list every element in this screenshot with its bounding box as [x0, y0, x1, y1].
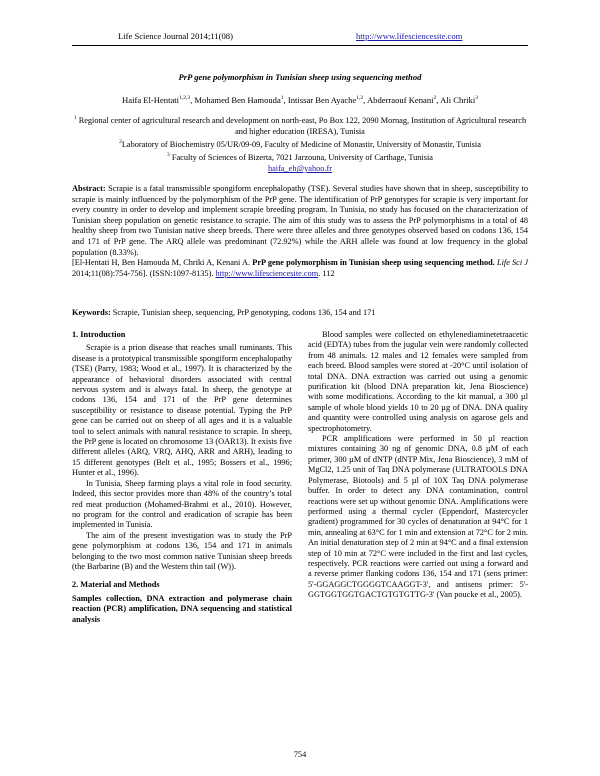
- paragraph: In Tunisia, Sheep farming plays a vital role in food security. Indeed, this sector provides more than 48% of the country’s total red meat production (Mohamed-Brahmi et al., 2010). However, no program for the control and eradication of scrapie has been implemented in Tunisia.: [72, 478, 292, 530]
- affiliation-text: Faculty of Sciences of Bizerta, 7021 Jarzouna, University of Carthage, Tunisia: [171, 152, 433, 162]
- affiliations: [72, 113, 528, 174]
- author-affiliation-mark: 1,2: [356, 95, 364, 102]
- abstract: [72, 184, 528, 279]
- keywords-label: Keywords:: [72, 308, 111, 317]
- author-affiliation-mark: 3: [475, 95, 478, 102]
- citation-authors: [El-Hentati H, Ben Hamouda M, Chriki A, Kenani A.: [72, 258, 251, 268]
- paragraph: The aim of the present investigation was to study the PrP gene polymorphism at codons 136, 154 and 171 in animals belonging to the two most common native Tunisian sheep breeds (the Barbarine (B) and the Western thin tail (W)).: [72, 530, 292, 571]
- author-affiliation-mark: 1,2,3: [179, 95, 191, 102]
- email-line: [72, 163, 528, 174]
- affiliation-mark: 2: [119, 139, 122, 146]
- author-name: Mohamed Ben Hamouda: [194, 95, 281, 105]
- abstract-label: Abstract:: [72, 184, 106, 193]
- citation-page: . 112: [318, 268, 335, 278]
- author-affiliation-mark: 1: [280, 95, 284, 102]
- keywords-text: Scrapie, Tunisian sheep, sequencing, PrP genotyping, codons 136, 154 and 171: [112, 308, 376, 317]
- left-column: [72, 330, 292, 625]
- right-column: [308, 330, 528, 601]
- affiliation: [72, 137, 528, 150]
- affiliation-mark: 3: [167, 152, 170, 159]
- author-affiliation-mark: 2: [433, 95, 437, 102]
- paper-title: PrP gene polymorphism in Tunisian sheep using sequencing method: [178, 72, 422, 82]
- citation-url-link[interactable]: http://www.lifesciencesite.com: [215, 268, 319, 278]
- author-name: Haifa El-Hentati: [122, 95, 180, 105]
- citation-title: PrP gene polymorphism in Tunisian sheep using sequencing method.: [252, 258, 495, 268]
- citation-journal: Life Sci J: [496, 258, 529, 268]
- author-email-link[interactable]: haifa_eh@yahoo.fr: [267, 164, 333, 174]
- keywords: [72, 308, 528, 317]
- journal-url-link[interactable]: http://www.lifesciencesite.com: [356, 31, 463, 41]
- section-heading-methods: 2. Material and Methods: [72, 580, 160, 590]
- author-name: Ali Chriki: [440, 95, 476, 105]
- author-name: Abderraouf Kenani: [366, 95, 434, 105]
- subsection-heading: Samples collection, DNA extraction and polymerase chain reaction (PCR) amplification, DNA sequencing and statistical analysis: [72, 593, 292, 624]
- running-header: [72, 31, 528, 44]
- abstract-text: Scrapie is a fatal transmissible spongiform encephalopathy (TSE). Several studies have shown that in sheep, susceptibility to scrapie is mainly influenced by the polymorphism of the PrP gene. The identification of PrP genotypes for scrapie is very important for every country in order to develop and implement scrapie breeding program. In Tunisia, no study has focused on the characterization of Tunisian sheep population on genetic resistance to scrapie. The aim of this study was to assess the PrP polymorphisms in a total of 48 healthy sheep from two Tunisian native sheep breeds. There were three alleles and three genotypes observed based on codons 136, 154 and 171 of PrP gene. The ARQ allele was predominant (72.92%) while the ARH allele was found at low frequency in the global population (8.33%).: [72, 184, 528, 257]
- author-name: Intissar Ben Ayache: [287, 95, 357, 105]
- paragraph: Blood samples were collected on ethylenediaminetetraacetic acid (EDTA) tubes from the jugular vein were randomly collected from 48 animals. 12 males and 12 females were sampled from each breed. Blood samples were stored at -20°C until isolation of total DNA. DNA extraction was carried out using a genomic purification kit (blood DNA preparation kit, Jena Bioscience) with some modifications. According to the kit manual, a 300 µl sample of whole blood yields 10 to 20 µg of DNA. DNA quality and quantity were controlled using analysis on agarose gels and spectrophotometry.: [308, 330, 528, 433]
- journal-name: Life Science Journal 2014;11(08): [118, 31, 233, 41]
- affiliation-text: Laboratory of Biochemistry 05/UR/09-09, Faculty of Medicine of Monastir, University of Monastir, Tunisia: [121, 139, 481, 149]
- header-divider: [72, 45, 528, 46]
- paragraph: PCR amplifications were performed in 50 µl reaction mixtures containing 30 ng of genomic DNA, 0.8 µM of each primer, 300 µM of dNTP (dNTP Mix, Jena Bioscience), 3 mM of MgCl2, 1.25 unit of Taq DNA polymerase (ULTRATOOLS DNA Polymerase, Biotools) and 5 µl of 10X Taq DNA polymerase buffer. In order to detect any DNA contamination, control reactions were set up without genomic DNA. Amplifications were performed using a thermal cycler (Eppendorf, Mastercycler gradient) programmed for 30 cycles of denaturation at 94°C for 1 min, annealing at 63°C for 1 min and extension at 72°C for 2 min. An initial denaturation step of 2 min at 94°C and a final extension step of 10 min at 72°C were included in the first and last cycles, respectively. PCR reactions were carried out using a forward and a reverse primer flanking codons 136, 154 and 171 (sens primer: 5'-GGAGGCTGGGGTCAAGGT-3', and antisens primer: 5'-GGTGGTGGTGACTGTGTGTTG-3' (Van poucke et al., 2005).: [308, 434, 528, 600]
- citation-details: 2014;11(08):754-756]. (ISSN:1097-8135).: [72, 268, 214, 278]
- affiliation: [72, 150, 528, 163]
- paragraph: Scrapie is a prion disease that reaches small ruminants. This disease is a prototypical transmissible spongiform encephalopathy (TSE) (Parry, 1983; Wood et al., 1997). It is characterized by the appearance of behavioral disorders associated with central nervous system and is always fatal. In sheep, the genotype at codons 136, 154 and 171 of the PrP gene determines susceptibility or resistance to disease potential. Typing the PrP gene can be carried out on sheep of all ages and it is a valuable tool to select animals with natural resistance to scrapie. In sheep, the PrP gene is located on chromosome 13 (OAR13). It exists five different alleles (ARQ, VRQ, AHQ, ARR and ARH), leading to 15 different genotypes (Belt et al., 1995; Bossers et al., 1996; Hunter et al., 1996).: [72, 343, 292, 478]
- affiliation-text: Regional center of agricultural research and development on north-east, Po Box 122, 2090 Mornag, Institution of Agricultural research and higher education (IRESA), Tunisia: [78, 115, 527, 136]
- affiliation: [72, 113, 528, 137]
- section-heading-introduction: 1. Introduction: [72, 330, 126, 339]
- abstract-body: [72, 184, 528, 258]
- page-number: 754: [293, 750, 307, 759]
- citation: [72, 258, 528, 279]
- author-list: Haifa El-Hentati$^{1,2,3}$, Mohamed Ben Hamouda$^1$, Intissar Ben Ayache$^{1,2}$, Abderraouf Kenani$^2$, Ali Chriki$^3$: [122, 95, 478, 105]
- affiliation-mark: 1: [73, 115, 77, 121]
